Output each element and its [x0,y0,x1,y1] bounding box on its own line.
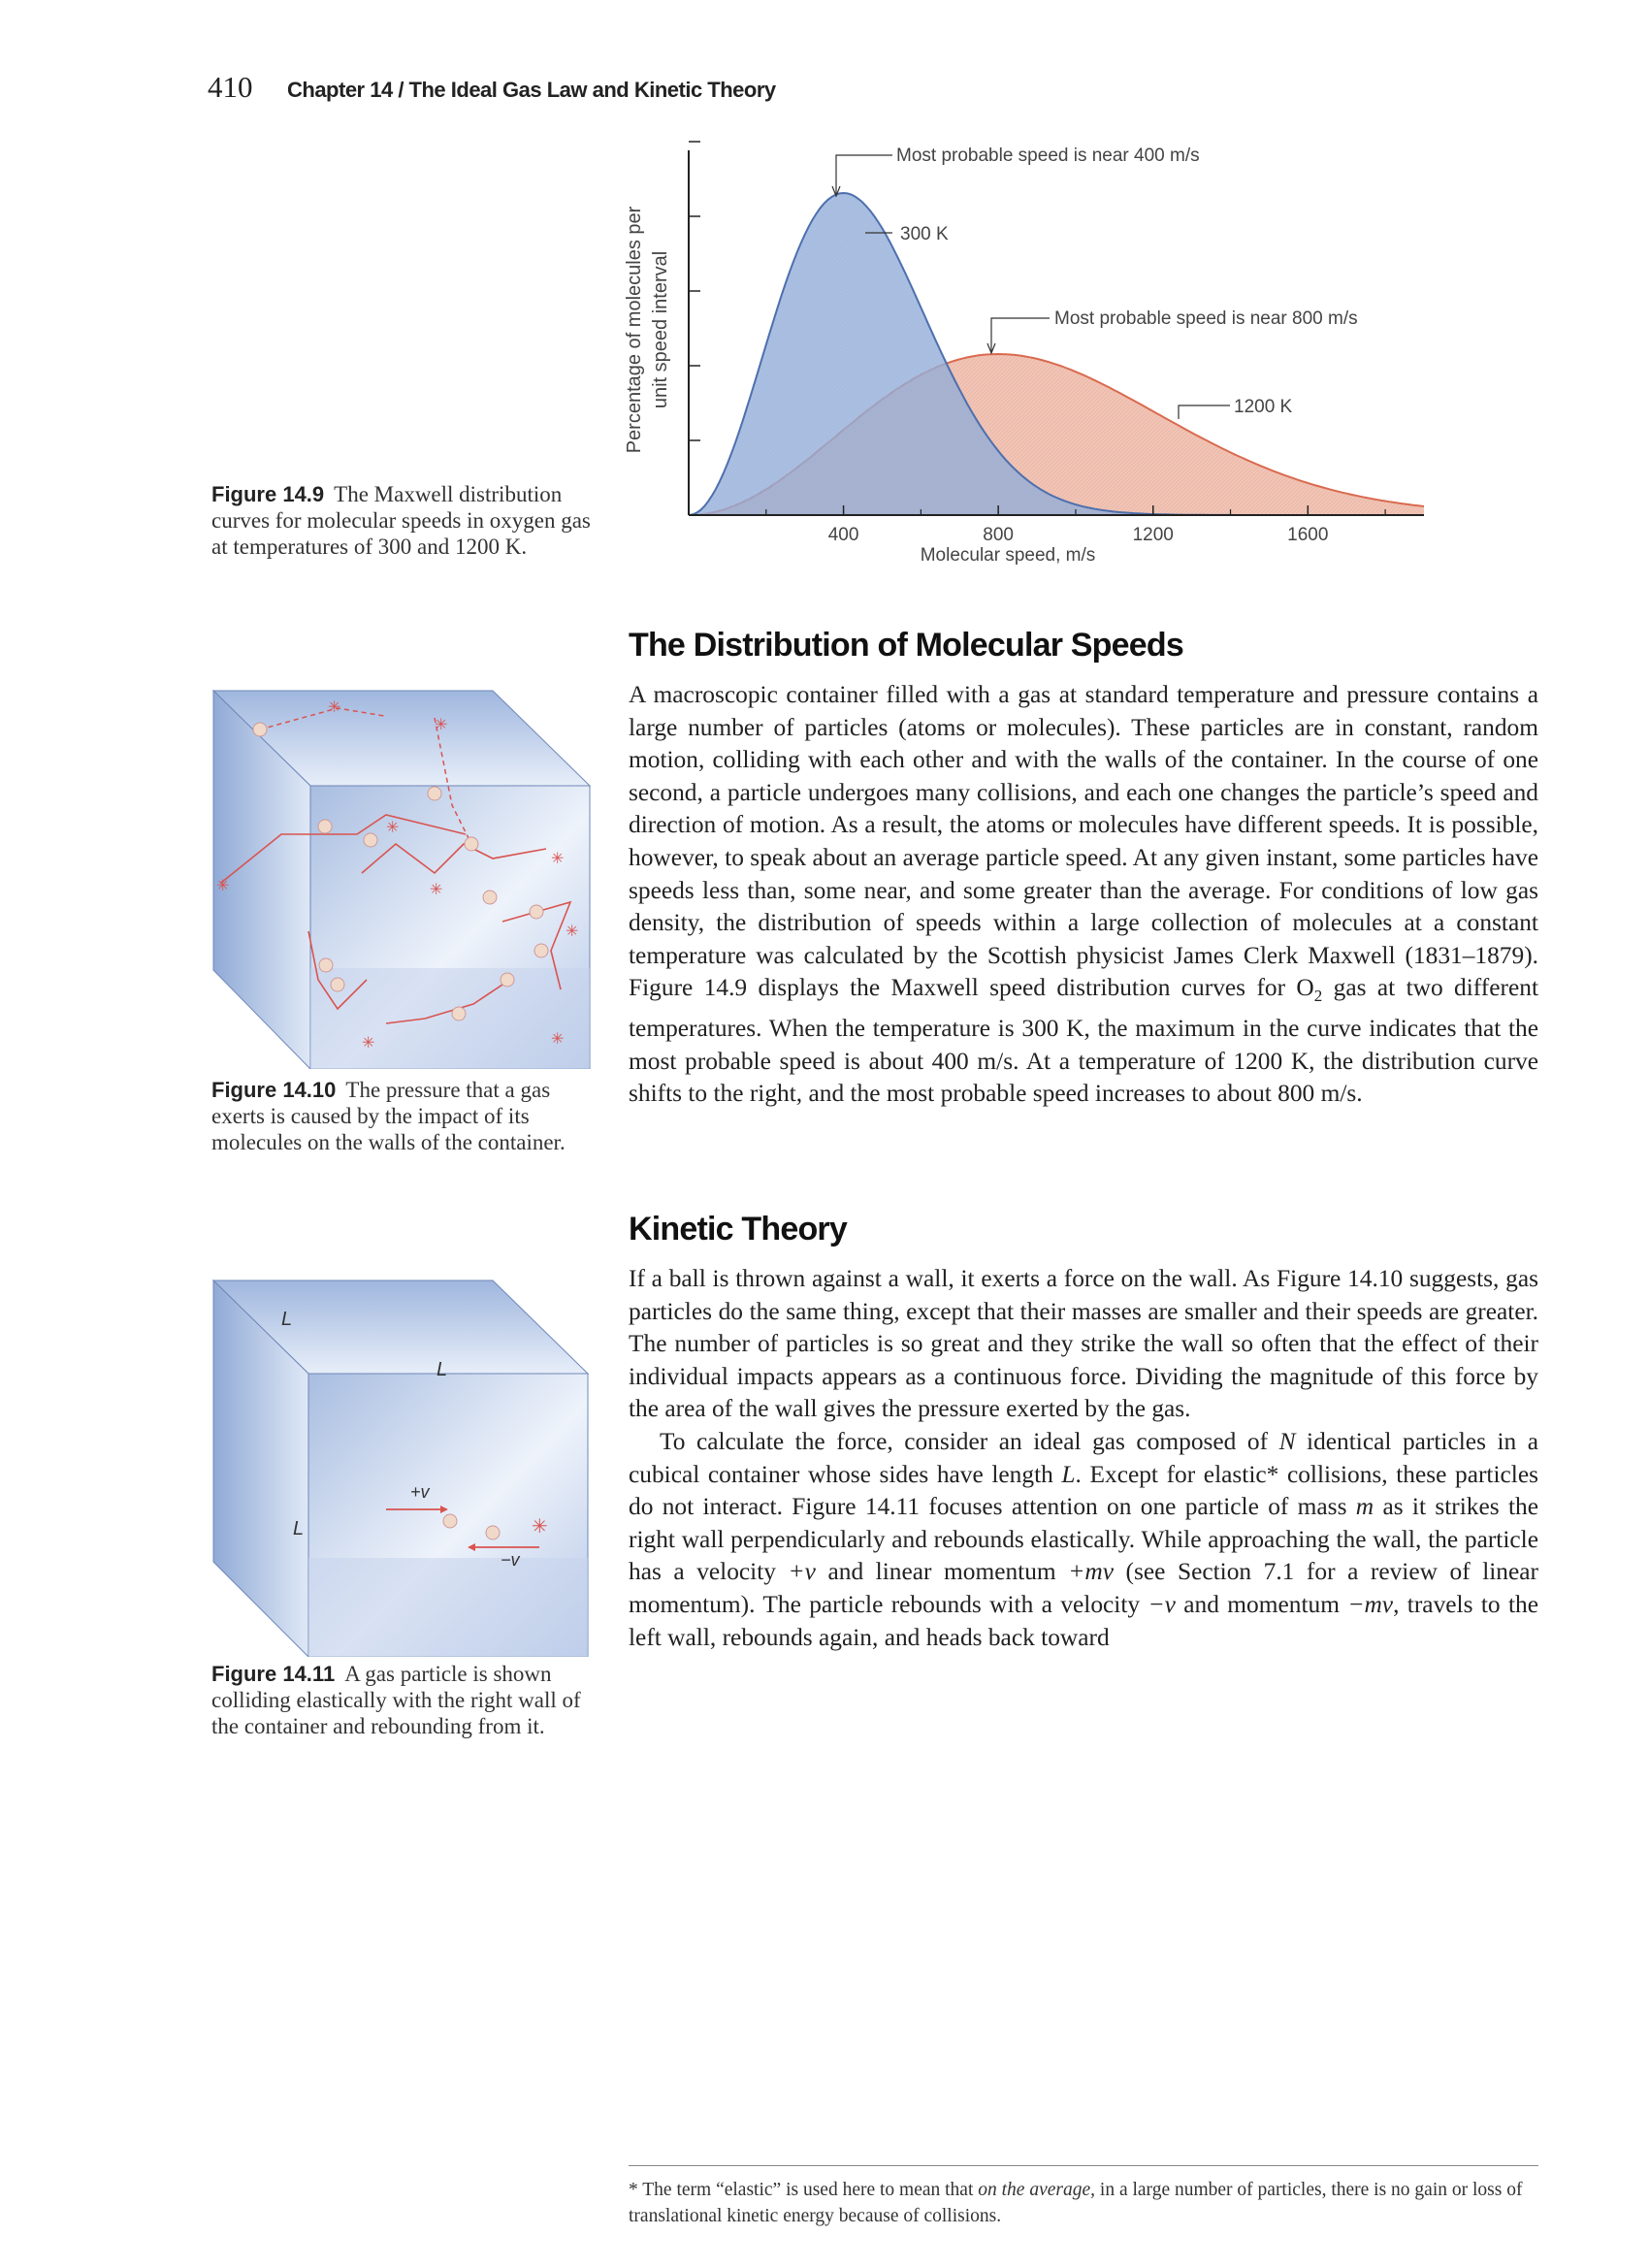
figure-14-10-caption [211,1077,595,1155]
side-label-left: L [293,1518,305,1539]
side-label-top: L [281,1309,293,1330]
page-number: 410 [208,70,253,104]
x-tick-label: 1600 [1287,525,1329,545]
figure-14-9-caption-text: The Maxwell distribution curves for molecular speeds in oxygen gas at temperatures of 300 and 1200 K. [211,482,591,559]
figure-14-10-cube [211,689,595,1069]
figure-14-11-label: Figure 14.11 [211,1662,336,1686]
y-axis-label-line2: unit speed interval [650,250,671,409]
section-heading-distribution: The Distribution of Molecular Speeds [629,627,1183,664]
svg-text:✳: ✳ [430,882,443,898]
footnote-rule [629,2165,1538,2166]
side-label-back: L [436,1359,448,1380]
y-axis-label-line1: Percentage of molecules per [624,206,645,454]
figure-14-11-caption [211,1661,595,1739]
x-tick-label: 400 [827,525,859,545]
maxwell-distribution-chart [611,136,1445,582]
figure-14-9-label: Figure 14.9 [211,482,325,506]
svg-text:✳: ✳ [566,923,579,940]
footnote: * The term “elastic” is used here to mean that on the average, in a large number of particles, there is no gain or loss of translational kinetic energy because of collisions. [629,2180,1523,2226]
svg-text:✳: ✳ [386,820,400,836]
series-label-1200k: 1200 K [1234,397,1293,417]
leader-800 [991,318,1050,351]
series-label-300k: 300 K [900,224,949,244]
leader-400 [836,155,892,194]
y-ticks [689,142,700,440]
velocity-label-plus: +v [410,1482,430,1502]
page-header [208,70,776,105]
figure-14-10-label: Figure 14.10 [211,1078,337,1102]
leader-1200k [1179,405,1230,419]
svg-text:✳: ✳ [551,1031,565,1048]
paragraph-distribution: A macroscopic container filled with a gas at standard temperature and pressure contains a large number of particles (atoms or molecules). These particles are in constant, random motion, colliding with each other and with the walls of the container. In the course of one second, a particle undergoes many collisions, and each one changes the particle’s speed and direction of motion. As a result, the atoms or molecules have different speeds. It is possible, however, to speak about an average particle speed. At any given instant, some particles have speeds less than, some near, and some greater than the average. For conditions of low gas density, the distribution of speeds within a large collection of molecules at a constant temperature was calculated by the Scottish physicist James Clerk Maxwell (1831–1879). Figure 14.9 displays the Maxwell speed distribution curves for $O_2$ gas at two different temperatures. When the temperature is 300 K, the maximum in the curve indicates that the most probable speed is about 400 m/s. At a temperature of 1200 K, the distribution curve shifts to the right, and the most probable speed increases to about 800 m/s. [629,681,1538,1108]
svg-text:✳: ✳ [551,851,565,867]
svg-text:✳: ✳ [362,1035,375,1052]
section-2-body [629,1263,1538,1654]
section-1-body [629,679,1538,1111]
annotation-most-probable-800: Most probable speed is near 800 m/s [1054,308,1358,329]
section-heading-kinetic-theory: Kinetic Theory [629,1211,847,1247]
figure-14-11-caption-text: A gas particle is shown colliding elastically with the right wall of the container and rebounding from it. [211,1662,581,1738]
paragraph-kinetic-1: If a ball is thrown against a wall, it exerts a force on the wall. As Figure 14.10 suggests, gas particles do the same thing, except that their masses are smaller and their speeds are greater. The number of particles is so great and they strike the wall so often that the effect of their individual impacts appears as a continuous force. Dividing the magnitude of this force by the area of the wall gives the pressure exerted by the gas. [629,1265,1538,1423]
x-tick-label: 1200 [1132,525,1174,545]
chart-plot-area [689,193,1424,515]
x-tick-label: 800 [983,525,1015,545]
running-head: Chapter 14 / The Ideal Gas Law and Kinetic Theory [287,78,776,102]
paragraph-kinetic-2: To calculate the force, consider an ideal gas composed of N identical particles in a cubical container whose sides have length L. Except for elastic* collisions, these particles do not interact. Figure 14.11 focuses attention on one particle of mass m as it strikes the right wall perpendicularly and rebounds elastically. While approaching the wall, the particle has a velocity +v and linear momentum +mv (see Section 7.1 for a review of linear momentum). The particle rebounds with a velocity −v and momentum −mv, travels to the left wall, rebounds again, and heads back toward [629,1427,1538,1651]
svg-text:✳: ✳ [435,717,448,733]
figure-14-11-cube [211,1279,590,1657]
figure-14-9-caption [211,481,595,560]
x-axis-label: Molecular speed, m/s [920,545,1096,566]
velocity-label-minus: −v [501,1550,520,1570]
figure-14-10-caption-text: The pressure that a gas exerts is caused by the impact of its molecules on the walls of the container. [211,1078,566,1154]
svg-text:✳: ✳ [328,699,341,716]
annotation-most-probable-400: Most probable speed is near 400 m/s [896,146,1200,166]
svg-text:✳: ✳ [216,878,230,894]
svg-text:✳: ✳ [532,1516,548,1538]
